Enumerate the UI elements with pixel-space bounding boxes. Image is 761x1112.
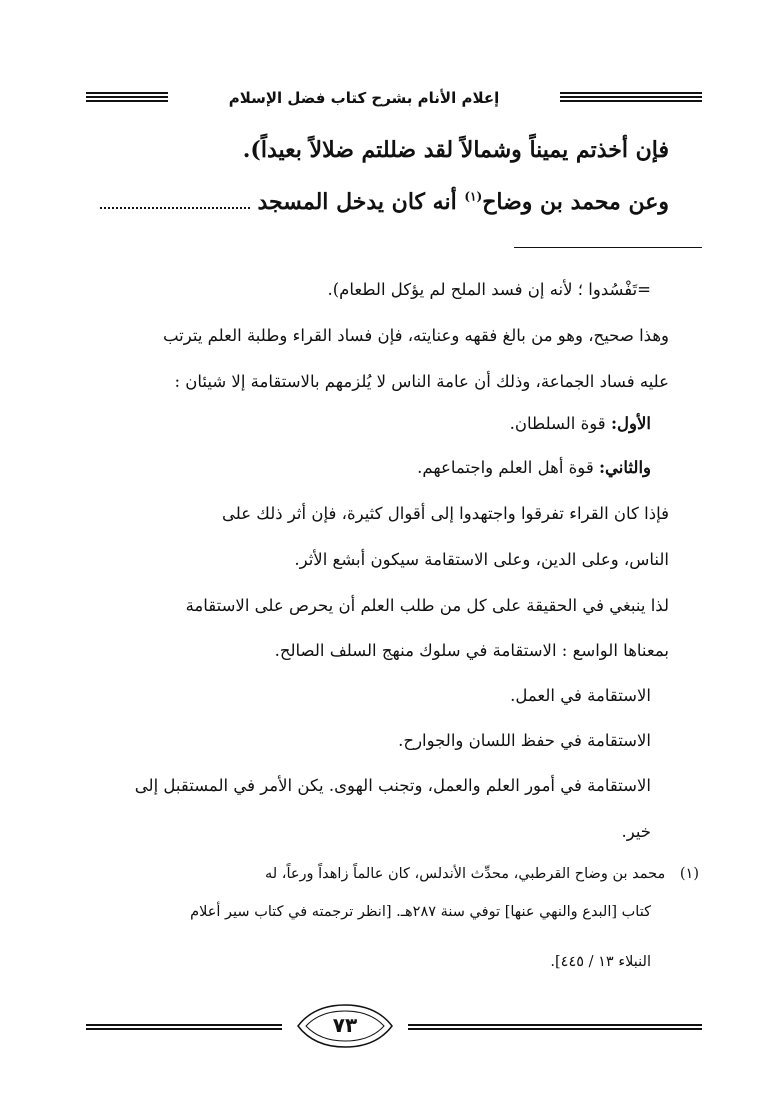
- header-rule-left: [86, 92, 168, 103]
- first-text: قوة السلطان.: [509, 414, 606, 433]
- commentary-line: لذا ينبغي في الحقيقة على كل من طلب العلم أن يحرص على الاستقامة: [185, 596, 669, 615]
- commentary-line: الناس، وعلى الدين، وعلى الاستقامة سيكون أبشع الأثر.: [294, 550, 669, 569]
- second-point: [417, 458, 651, 477]
- commentary-line: الاستقامة في أمور العلم والعمل، وتجنب الهوى. يكن الأمر في المستقبل إلى: [134, 776, 651, 795]
- page-number-badge: [294, 1001, 396, 1051]
- page-footer: [86, 997, 702, 1057]
- commentary-line: =تَفْسُدوا ؛ لأنه إن فسد الملح لم يؤكل الطعام).: [327, 280, 651, 299]
- main-text-line-2-end: أنه كان يدخل المسجد: [257, 189, 457, 215]
- footer-rule-left: [86, 1024, 282, 1032]
- main-text-line-1: فإن أخذتم يميناً وشمالاً لقد ضللتم ضلالاً بعيداً).: [242, 137, 669, 163]
- footnote-line-3: النبلاء ١٣ / ٤٤٥].: [550, 954, 651, 970]
- commentary-line: فإذا كان القراء تفرقوا واجتهدوا إلى أقوال كثيرة، فإن أثر ذلك على: [221, 504, 669, 523]
- header-rule-right: [560, 92, 702, 103]
- footnote-text-1: محمد بن وضاح القرطبي، محدِّث الأندلس، كان عالماً زاهداً ورعاً، له: [264, 866, 666, 882]
- footnote-marker: (١): [679, 866, 699, 882]
- first-label: الأول:: [610, 414, 651, 433]
- second-text: قوة أهل العلم واجتماعهم.: [417, 458, 594, 477]
- continuation-dots: [100, 193, 250, 209]
- commentary-separator: [514, 247, 702, 248]
- page-number: ٧٣: [332, 1013, 358, 1037]
- running-header: [86, 88, 702, 108]
- commentary-line: الاستقامة في العمل.: [510, 686, 651, 705]
- footer-rule-right: [408, 1024, 702, 1032]
- footnote-line-2: كتاب [البدع والنهي عنها] توفي سنة ٢٨٧هـ. [انظر ترجمته في كتاب سير أعلام: [190, 904, 651, 920]
- commentary-line: عليه فساد الجماعة، وذلك أن عامة الناس لا يُلزمهم بالاستقامة إلا شيئان :: [174, 372, 669, 391]
- footnote-line-1: [265, 866, 699, 882]
- main-text-line-2-start: وعن محمد بن وضاح: [482, 189, 669, 215]
- footnote-reference: (١): [464, 189, 483, 204]
- commentary-line: خير.: [621, 822, 651, 841]
- book-title: إعلام الأنام بشرح كتاب فضل الإسلام: [228, 89, 500, 107]
- main-text-line-2: [100, 189, 670, 215]
- commentary-line: وهذا صحيح، وهو من بالغ فقهه وعنايته، فإن فساد القراء وطلبة العلم يترتب: [162, 326, 669, 345]
- first-point: [510, 414, 651, 433]
- commentary-line: بمعناها الواسع : الاستقامة في سلوك منهج السلف الصالح.: [274, 641, 669, 660]
- commentary-line: الاستقامة في حفظ اللسان والجوارح.: [398, 731, 651, 750]
- second-label: والثاني:: [598, 458, 651, 477]
